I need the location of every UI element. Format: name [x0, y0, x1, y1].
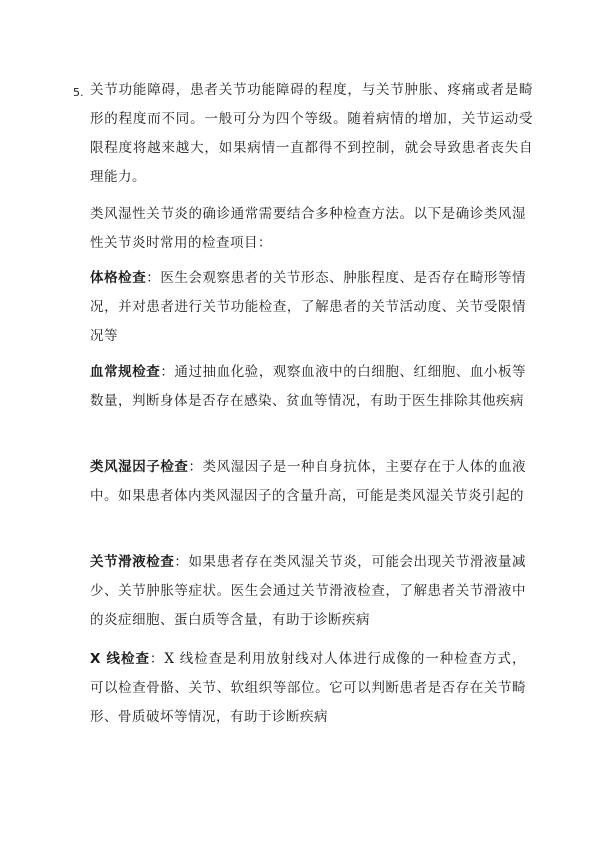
list-item-text: 关节功能障碍，患者关节功能障碍的程度，与关节肿胀、疼痛或者是畸形的程度而不同。一般可分为四个等级。随着病情的增加，关节运动受限程度将越来越大，如果病情一直都得不到控制，就会导致患者丧失自理能力。	[90, 82, 533, 185]
exam-description: 通过抽血化验，观察血液中的白细胞、红细胞、血小板等数量，判断身体是否存在感染、贫血等情况，有助于医生排除其他疾病	[90, 364, 527, 409]
exam-separator: ：	[188, 459, 203, 475]
exam-term: 血常规检查	[90, 364, 161, 380]
exam-description: 如果患者存在类风湿关节炎，可能会出现关节滑液量减少、关节肿胀等症状。医生会通过关节滑液检查，了解患者关节滑液中的炎症细胞、蛋白质等含量，有助于诊断疾病	[90, 554, 527, 628]
exam-paragraph-rheumatoid-factor	[90, 453, 526, 511]
exam-paragraph-physical	[90, 264, 526, 351]
exam-paragraph-blood-routine	[90, 358, 526, 416]
exam-separator: ：	[160, 364, 175, 380]
list-number: 5.	[73, 86, 84, 99]
exam-description: 类风湿因子是一种自身抗体，主要存在于人体的血液中。如果患者体内类风湿因子的含量升高，可能是类风湿关节炎引起的	[90, 459, 527, 504]
exam-paragraph-synovial-fluid	[90, 548, 526, 635]
exam-description: 医生会观察患者的关节形态、肿胀程度、是否存在畸形等情况，并对患者进行关节功能检查，了解患者的关节活动度、关节受限情况等	[90, 270, 527, 344]
exam-separator: ：	[146, 270, 161, 286]
numbered-list-item	[73, 76, 533, 192]
exam-description: X 线检查是利用放射线对人体进行成像的一种检查方式，可以检查骨骼、关节、软组织等部位。它可以判断患者是否存在关节畸形、骨质破坏等情况，有助于诊断疾病	[90, 651, 527, 725]
exam-term: 体格检查	[90, 270, 147, 286]
exam-term: 关节滑液检查	[90, 554, 175, 570]
exam-paragraph-x-ray	[90, 645, 526, 732]
exam-separator: ：	[149, 651, 165, 667]
exam-separator: ：	[174, 554, 189, 570]
exam-term: X 线检查	[90, 651, 150, 667]
exam-term: 类风湿因子检查	[90, 459, 189, 475]
intro-paragraph: 类风湿性关节炎的确诊通常需要结合多种检查方法。以下是确诊类风湿性关节炎时常用的检查项目：	[90, 206, 526, 251]
